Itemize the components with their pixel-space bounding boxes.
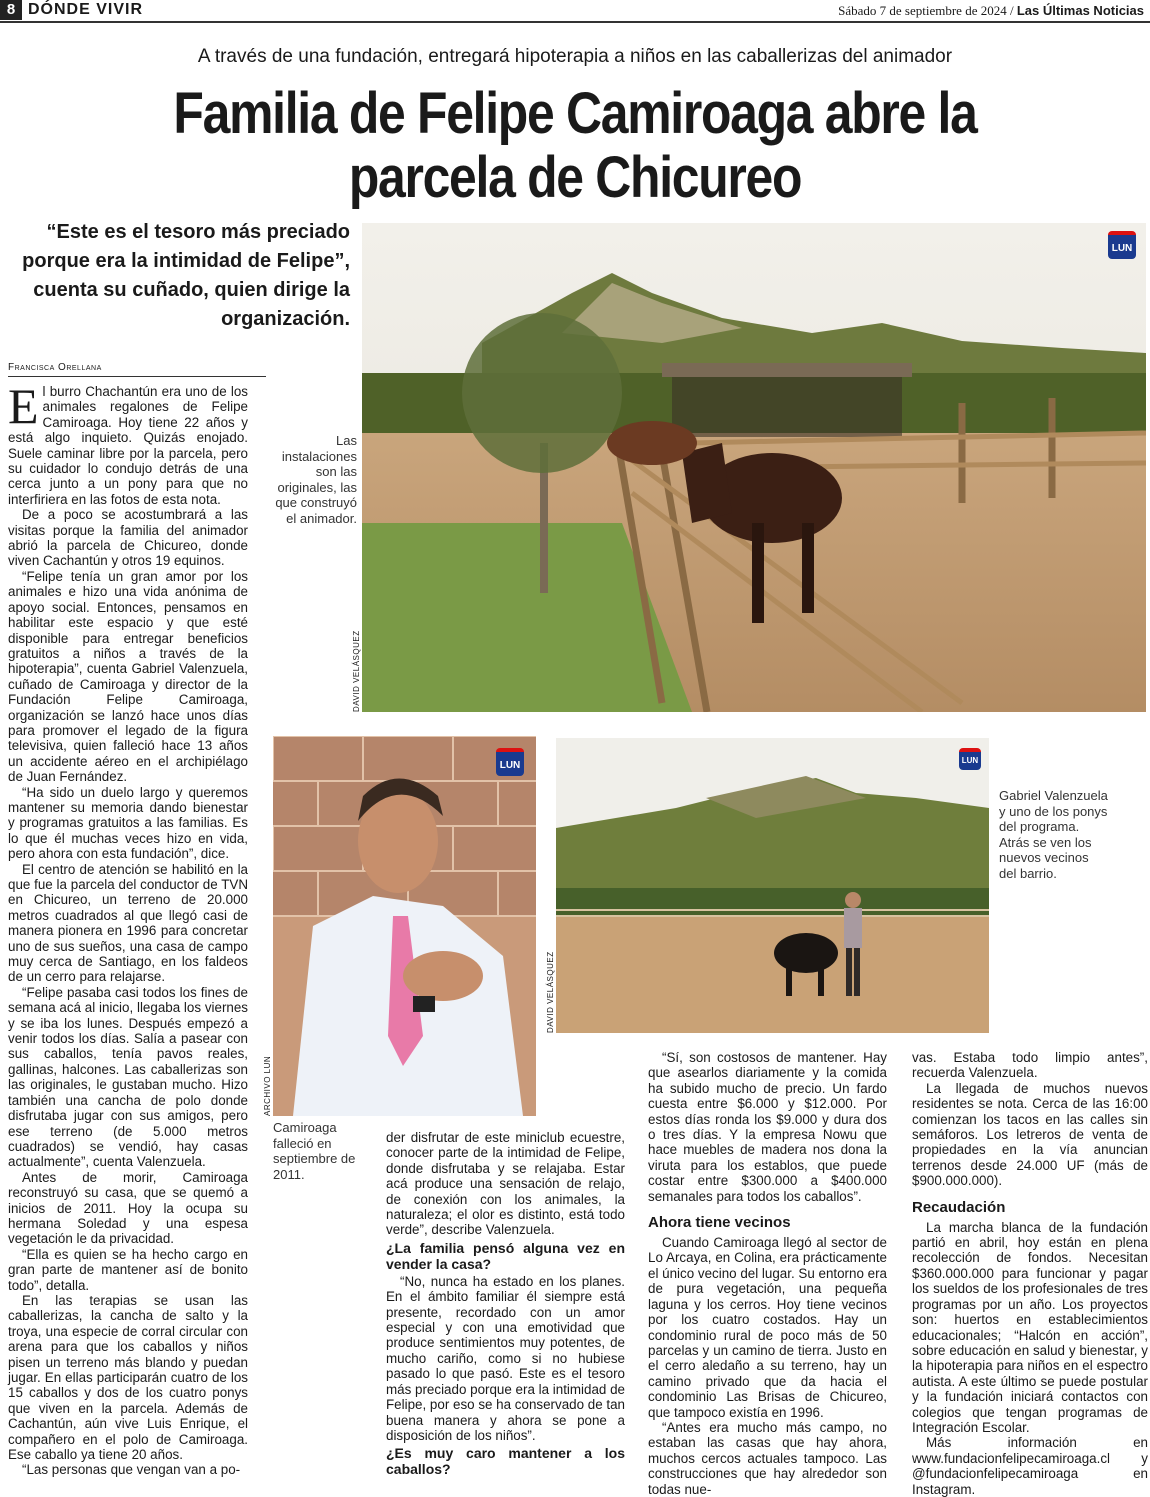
question-heading: ¿La familia pensó alguna vez en vender la casa? bbox=[386, 1239, 625, 1272]
lun-logo: LUN bbox=[496, 748, 524, 776]
subhead: Ahora tiene vecinos bbox=[648, 1214, 791, 1232]
photo-caption: Camiroaga falleció en septiembre de 2011. bbox=[273, 1120, 356, 1182]
article-paragraph: La llegada de muchos nuevos residentes se nota. Cerca de las 16:00 comienzan los tacos en las calles sin semáforos. Los letreros de venta de propiedades en la vía anuncian terrenos desde 24.000 UF (más de $900.000.000). bbox=[912, 1080, 1148, 1189]
headline: Familia de Felipe Camiroaga abre la parcela de Chicureo bbox=[173, 81, 977, 210]
article-paragraph: Antes de morir, Camiroaga reconstruyó su casa, que se quemó a inicios de 2011. Hoy la ocupa su hermana Soledad y una espesa vegetación le da privacidad. bbox=[8, 1169, 248, 1247]
main-photo bbox=[362, 223, 1146, 712]
publication-name: Las Últimas Noticias bbox=[1016, 3, 1144, 18]
photo-credit: DAVID VELÁSQUEZ bbox=[546, 951, 555, 1033]
article-paragraph: La marcha blanca de la fundación partió en abril, hoy están en plena recolección de fondos. Necesitan $360.000.000 para funcionar y pagar los sueldos de los profesionales de tres programas por un año. Los proyectos son: huertos en establecimientos educacionales; “Halcón en acción”, sobre educación en salud y bienestar, y la hipoterapia para niños en el espectro autista. A este último se puede postular y la fundación iniciará contactos con colegios que tengan programas de Integración Escolar. bbox=[912, 1219, 1148, 1435]
article-paragraph: “No, nunca ha estado en los planes. En el ámbito familiar él siempre está presente, recordado con un amor especial y con una emotividad que produce sentimientos muy potentes, de mucho cariño, como si no hubiese pasado lo que pasó. Este es el tesoro más preciado porque era la intimidad de Felipe, por eso se ha conservado de tan buena manera y ahora se pone a disposición de los niños”. bbox=[386, 1273, 625, 1443]
article-paragraph: “Ha sido un duelo largo y queremos mantener su memoria dando bienestar y programas gratuitos a las familias. Es lo que él muchas veces hizo en vida, pero ahora con esta fundación”, dice. bbox=[8, 784, 248, 862]
byline-rule bbox=[8, 376, 266, 377]
byline: Francisca Orellana bbox=[8, 362, 102, 373]
portrait-photo bbox=[273, 736, 536, 1116]
issue-date: Sábado 7 de septiembre de 2024 bbox=[838, 3, 1007, 18]
lun-logo: LUN bbox=[959, 748, 981, 770]
article-paragraph: “Sí, son costosos de mantener. Hay que asearlos diariamente y la comida ha subido mucho de precio. Un fardo cuesta entre $6.000 y $12.000. Por estos días ronda los $9.000 y dura dos o tres días. Y la empresa Nowu que hace muebles de madera nos dona la viruta para los establos, que puede costar entre $300.000 a $400.000 semanales para todos los caballos”. bbox=[648, 1050, 887, 1204]
article-paragraph: “Ella es quien se ha hecho cargo en gran parte de mantener así de bonito todo”, detalla. bbox=[8, 1246, 248, 1293]
article-paragraph: Cuando Camiroaga llegó al sector de Lo Arcaya, en Colina, era prácticamente el único vecino del lugar. Su entorno era de pura vegetación, una pequeña laguna y los cerros. Hoy tiene vecinos por los cuatro costados. Hay un condominio rural de poco más de 50 parcelas y un camino de tierra. Justo en el cerro aledaño a su terreno, hay un camino privado que da hacia el condominio Las Brisas de Chicureo, que tampoco existía en 1996. bbox=[648, 1235, 887, 1420]
header-rule bbox=[0, 21, 1150, 23]
article-paragraph: “Las personas que vengan van a po- bbox=[22, 1462, 241, 1478]
photo-credit: DAVID VELÁSQUEZ bbox=[352, 630, 361, 712]
article-paragraph: De a poco se acostumbrará a las visitas porque la familia del animador abrió la parcela de Chicureo, donde viven Cachantún y otros 19 equinos. bbox=[8, 507, 248, 569]
pull-quote: “Este es el tesoro más preciado porque era la intimidad de Felipe”, cuenta su cuñado, quien dirige la organización. bbox=[22, 221, 350, 330]
page-number: 8 bbox=[0, 0, 22, 20]
photo-caption: Las instalaciones son las originales, las que construyó el animador. bbox=[275, 433, 357, 526]
article-paragraph: der disfrutar de este miniclub ecuestre, conocer parte de la intimidad de Felipe, donde disfrutaba y se relajaba. Estar acá produce una sensación de relajo, de conexión con los animales, la naturaleza; el olor es distinto, está todo verde”, describe Valenzuela. bbox=[386, 1130, 625, 1238]
article-column-1 bbox=[8, 378, 248, 1478]
article-paragraph: En las terapias se usan las caballerizas, la cancha de salto y la troya, una especie de corral circular con arena para que los caballos y niños pisen un terreno más blando y puedan jugar. En ellas participarán cuatro de los 15 caballos y dos de los cuatro ponys que viven en la parcela. Además de Cachantún, aún vive Luis Enrique, el compañero en el polo de Camiroaga. Ese caballo ya tiene 20 años. bbox=[8, 1292, 248, 1463]
article-paragraph: vas. Estaba todo limpio antes”, recuerda Valenzuela. bbox=[912, 1050, 1148, 1081]
article-paragraph: “Felipe pasaba casi todos los fines de semana acá al inicio, llegaba los viernes y se iba los lunes. Después empezó a venir todos los días. Salía a pasear con sus caballos, tenía pavos reales, gallinas, halcones. Las caballerizas son las originales, le gustaban mucho. Hizo también una cancha de polo donde disfrutaba jugar con sus amigos, pero ese terreno (de 5.000 metros cuadrados) se vendió, hay casas actualmente”, cuenta Valenzuela. bbox=[8, 984, 248, 1170]
lun-logo: LUN bbox=[1108, 231, 1136, 259]
subhead: Recaudación bbox=[912, 1198, 1006, 1216]
photo-caption: Gabriel Valenzuela y uno de los ponys del programa. Atrás se ven los nuevos vecinos del barrio. bbox=[999, 788, 1108, 881]
article-paragraph: “Antes era mucho más campo, no estaban las casas que hay ahora, muchos cercos actuales tampoco. Las construcciones que hay alrededor son todas nue- bbox=[648, 1419, 887, 1497]
article-paragraph: El centro de atención se habilitó en la que fue la parcela del conductor de TVN en Chicureo, un terreno de 20.000 metros cuadrados al que llegó casi de manera pionera en 1996 para concretar uno de sus sueños, una casa de campo muy cerca de Santiago, en los faldeos de un cerro para relajarse. bbox=[8, 861, 248, 985]
article-paragraph: El burro Chachantún era uno de los animales regalones de Felipe Camiroaga. Hoy tiene 22 años y está algo inquieto. Quizás enojado. Suele caminar libre por la parcela, pero su cuidador lo condujo detrás de una cerca junto a un pony para que no interfiriera en las fotos de esta nota. bbox=[8, 378, 248, 507]
pony-photo bbox=[556, 738, 989, 1033]
article-column-3 bbox=[648, 1050, 887, 1497]
article-paragraph: Más información en www.fundacionfelipecamiroaga.cl y @fundacionfelipecamiroaga en Instagram. bbox=[912, 1435, 1148, 1497]
corral-horses-image bbox=[362, 223, 1146, 712]
photo-credit: ARCHIVO LUN bbox=[263, 1055, 272, 1116]
drop-cap: E bbox=[8, 378, 39, 434]
camiroaga-portrait-image bbox=[273, 736, 536, 1116]
article-paragraph: “Felipe tenía un gran amor por los animales e hizo una vida anónima de apoyo social. Entonces, pensamos en habilitar este espacio y que esté disponible para entregar beneficios gratuitos a niños a través de la hipoterapia”, cuenta Gabriel Valenzuela, cuñado de Camiroaga y director de la Fundación Felipe Camiroaga, organización se lanzó hace unos días para promover el legado de la figura televisiva, quien falleció hace 13 años un accidente aéreo en el archipiélago de Juan Fernández. bbox=[8, 568, 248, 785]
question-heading: ¿Es muy caro mantener a los caballos? bbox=[386, 1445, 625, 1478]
section-title: DÓNDE VIVIR bbox=[28, 1, 144, 18]
article-column-4 bbox=[912, 1050, 1148, 1497]
dateline: Sábado 7 de septiembre de 2024 / Las Últimas Noticias bbox=[838, 3, 1144, 18]
article-column-2 bbox=[386, 1130, 625, 1479]
kicker: A través de una fundación, entregará hipoterapia a niños en las caballerizas del animador bbox=[197, 46, 953, 67]
valenzuela-pony-image bbox=[556, 738, 989, 1033]
